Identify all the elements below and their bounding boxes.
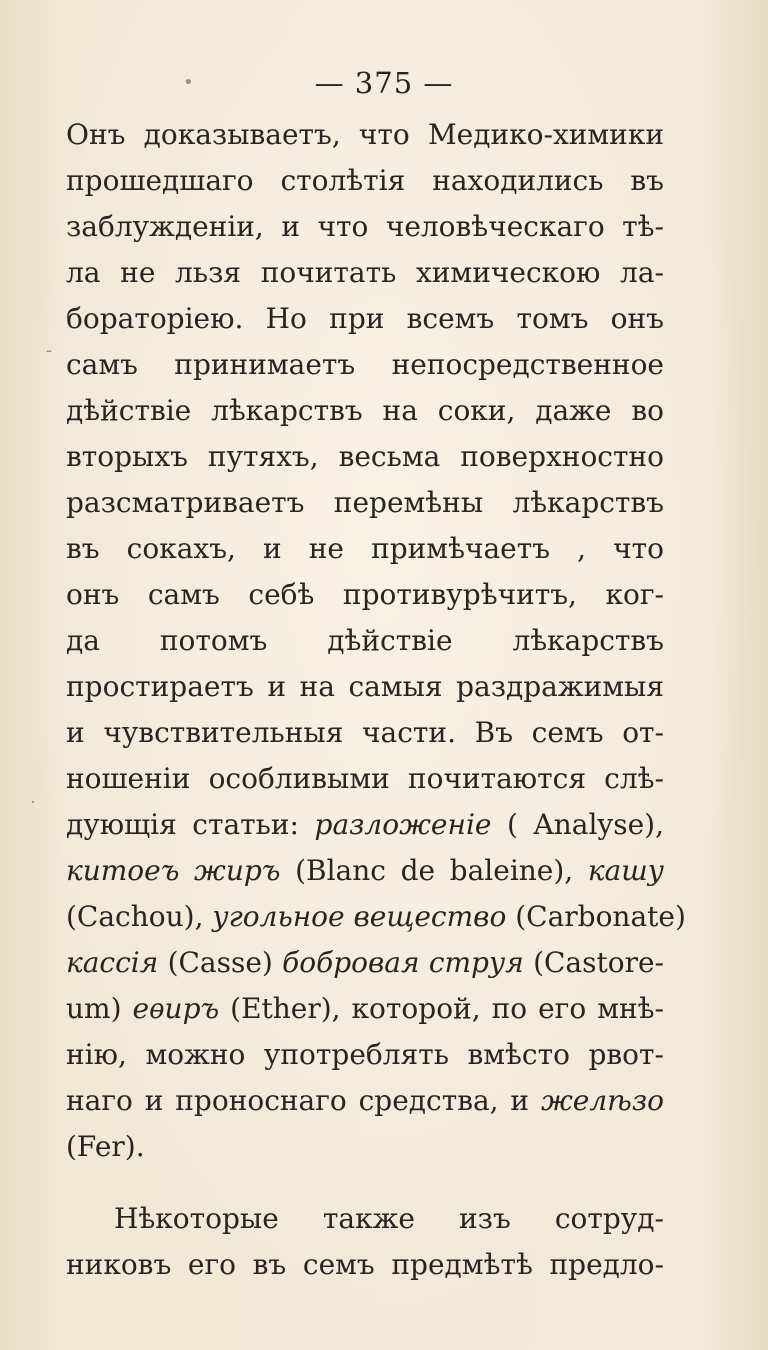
text-line: [66, 1078, 664, 1124]
text-run: самъ принимаетъ непосредственное: [66, 348, 664, 381]
text-line: [66, 480, 664, 526]
text-run: прошедшаго столѣтія находились въ: [66, 164, 664, 197]
italic-term: бобровая струя: [282, 946, 524, 979]
text-run: um): [66, 992, 133, 1025]
text-line: [66, 664, 664, 710]
text-run: дѣйствіе лѣкарствъ на соки, даже во: [66, 394, 664, 427]
ink-speck-dash: ‐: [46, 340, 53, 361]
text-run: да потомъ дѣйствіе лѣкарствъ: [66, 624, 664, 657]
text-run: никовъ его въ семъ предмѣтѣ предло-: [66, 1248, 664, 1281]
text-line: [66, 158, 664, 204]
paragraph-gap: [66, 1170, 664, 1196]
text-line: [66, 756, 664, 802]
text-line: [66, 1124, 664, 1170]
text-run: (Blanc de baleine),: [280, 854, 588, 887]
italic-term: разложеніе: [314, 808, 492, 841]
text-line: [66, 526, 664, 572]
text-run: (Castore-: [523, 946, 665, 979]
ink-speck-dot: •: [183, 72, 194, 93]
text-line: [66, 250, 664, 296]
text-run: заблужденіи, и что человѣческаго тѣ-: [66, 210, 664, 243]
italic-term: кашу: [587, 854, 665, 887]
italic-term: желѣзо: [540, 1084, 664, 1117]
text-line: [66, 572, 664, 618]
text-run: дующія статьи:: [66, 808, 315, 841]
text-line: [66, 1242, 664, 1288]
text-run: нію, можно употреблять вмѣсто рвот-: [66, 1038, 664, 1071]
text-run: разсматриваетъ перемѣны лѣкарствъ: [66, 486, 664, 519]
text-line: [66, 1196, 664, 1242]
text-line: [66, 1032, 664, 1078]
page-number: — 375 —: [314, 66, 454, 100]
ink-speck-small: ·: [30, 792, 36, 813]
text-run: (Cachou),: [66, 900, 213, 933]
text-line: [66, 894, 686, 940]
text-run: (Casse): [158, 946, 283, 979]
text-run: Нѣкоторые также изъ сотруд-: [114, 1202, 664, 1235]
text-run: простираетъ и на самыя раздражимыя: [66, 670, 664, 703]
italic-term: кассія: [66, 946, 159, 979]
text-line: [66, 986, 664, 1032]
italic-term: еѳиръ: [132, 992, 220, 1025]
text-line: [66, 342, 664, 388]
text-run: (Carbonate): [506, 900, 686, 933]
text-line: [66, 204, 664, 250]
italic-term: китоеъ жиръ: [66, 854, 281, 887]
text-run: Онъ доказываетъ, что Медико-химики: [66, 118, 664, 151]
text-run: бораторіею. Но при всемъ томъ онъ: [66, 302, 664, 335]
text-run: въ сокахъ, и не примѣчаетъ , что: [66, 532, 664, 565]
text-line: [66, 112, 664, 158]
text-line: [66, 848, 664, 894]
text-run: вторыхъ путяхъ, весьма поверхностно: [66, 440, 664, 473]
text-line: [66, 618, 664, 664]
text-line: [66, 434, 664, 480]
text-run: онъ самъ себѣ противурѣчитъ, ког-: [66, 578, 664, 611]
text-run: ( Analyse),: [491, 808, 664, 841]
text-run: и чувствительныя части. Въ семъ от-: [66, 716, 664, 749]
text-line: [66, 940, 664, 986]
text-line: [66, 296, 664, 342]
text-line: [66, 802, 664, 848]
text-line: [66, 710, 664, 756]
text-line: [66, 388, 664, 434]
text-run: наго и проноснаго средства, и: [66, 1084, 541, 1117]
text-run: (Fer).: [66, 1130, 145, 1163]
text-run: ла не льзя почитать химическою ла-: [66, 256, 664, 289]
text-run: (Ether), которой, по его мнѣ-: [219, 992, 664, 1025]
body-text: [66, 112, 686, 1288]
text-run: ношеніи особливыми почитаются слѣ-: [66, 762, 664, 795]
italic-term: угольное вещество: [212, 900, 507, 933]
